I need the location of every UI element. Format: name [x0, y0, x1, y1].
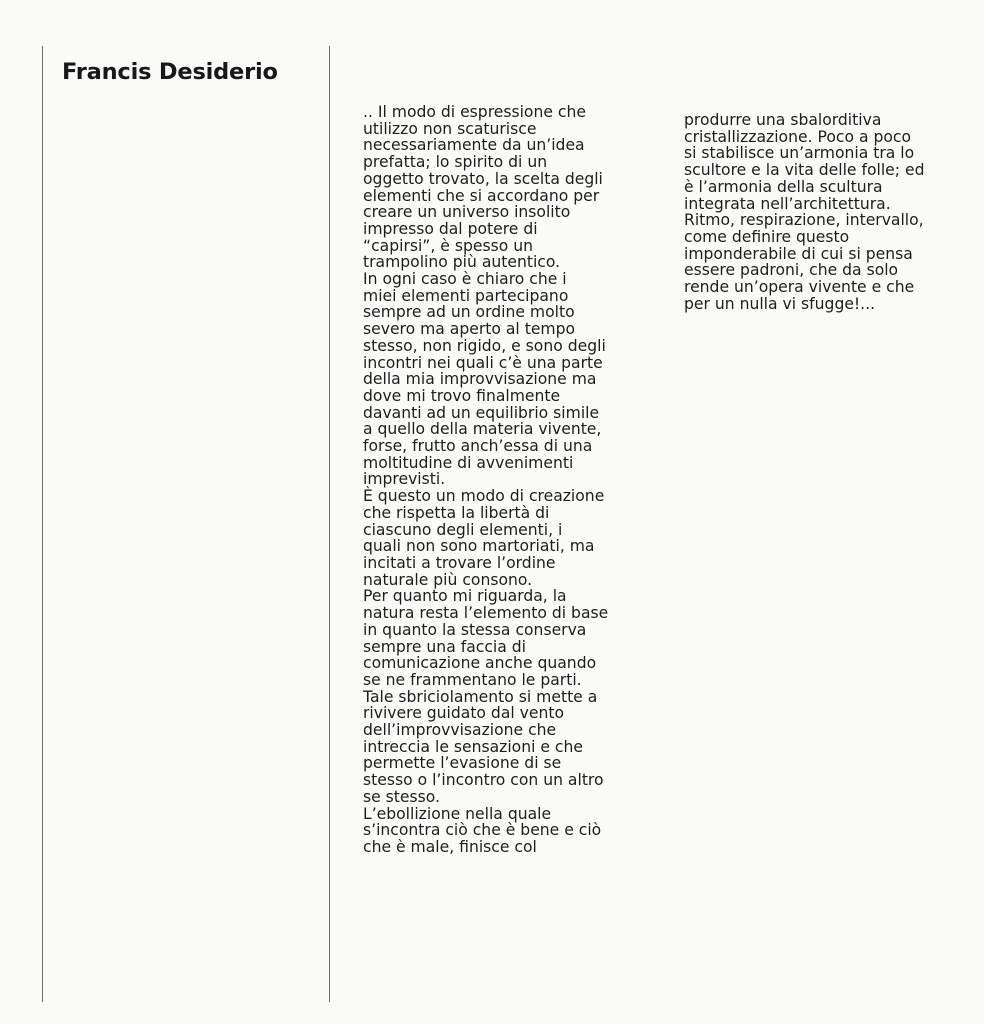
- text-line: necessariamente da un’idea: [363, 136, 585, 155]
- text-line: In ogni caso è chiaro che i: [363, 270, 567, 289]
- text-line: per un nulla vi sfugge!...: [684, 294, 876, 313]
- text-line: Ritmo, respirazione, intervallo,: [684, 211, 924, 230]
- text-line: trampolino più autentico.: [363, 253, 561, 272]
- text-line: cristallizzazione. Poco a poco: [684, 127, 912, 146]
- text-line: natura resta l’elemento di base: [363, 604, 609, 623]
- text-line: s’incontra ciò che è bene e ciò: [363, 821, 602, 840]
- text-line: dell’improvvisazione che: [363, 721, 557, 740]
- text-line: è l’armonia della scultura: [684, 177, 883, 196]
- text-line: stesso o l’incontro con un altro: [363, 771, 604, 790]
- text-line: intreccia le sensazioni e che: [363, 737, 583, 756]
- text-line: stesso, non rigido, e sono degli: [363, 336, 606, 355]
- text-line: Per quanto mi riguarda, la: [363, 587, 567, 606]
- text-line: se ne frammentano le parti.: [363, 670, 582, 689]
- text-line: scultore e la vita delle folle; ed: [684, 161, 925, 180]
- text-line: che rispetta la libertà di: [363, 503, 550, 522]
- text-line: della mia improvvisazione ma: [363, 370, 597, 389]
- text-line: quali non sono martoriati, ma: [363, 537, 595, 556]
- text-line: incontri nei quali c’è una parte: [363, 353, 603, 372]
- text-line: L’ebollizione nella quale: [363, 804, 552, 823]
- text-column-2: [684, 112, 974, 312]
- text-line: miei elementi partecipano: [363, 286, 569, 305]
- text-line: davanti ad un equilibrio simile: [363, 403, 600, 422]
- text-line: a quello della materia vivente,: [363, 420, 602, 439]
- text-line: elementi che si accordano per: [363, 186, 600, 205]
- center-vertical-rule: [329, 46, 330, 1002]
- text-line: essere padroni, che da solo: [684, 261, 899, 280]
- text-line: sempre una faccia di: [363, 637, 526, 656]
- text-line: .. Il modo di espressione che: [363, 103, 586, 121]
- text-line: forse, frutto anch’essa di una: [363, 437, 593, 456]
- text-line: naturale più consono.: [363, 570, 533, 589]
- text-line: imponderabile di cui si pensa: [684, 244, 913, 263]
- text-line: in quanto la stessa conserva: [363, 620, 587, 639]
- text-line: comunicazione anche quando: [363, 654, 597, 673]
- text-line: integrata nell’architettura.: [684, 194, 891, 213]
- text-line: sempre ad un ordine molto: [363, 303, 575, 322]
- text-line: “capirsi”, è spesso un: [363, 236, 533, 255]
- text-line: come definire questo: [684, 227, 850, 246]
- text-line: È questo un modo di creazione: [363, 487, 605, 506]
- left-vertical-rule: [42, 46, 43, 1002]
- text-line: Tale sbriciolamento si mette a: [363, 687, 598, 706]
- text-line: produrre una sbalorditiva: [684, 111, 882, 129]
- text-line: severo ma aperto al tempo: [363, 320, 576, 339]
- text-line: impresso dal potere di: [363, 219, 538, 238]
- text-column-1: [363, 104, 663, 856]
- text-line: incitati a trovare l’ordine: [363, 553, 556, 572]
- text-line: si stabilisce un’armonia tra lo: [684, 144, 915, 163]
- text-line: che è male, finisce col: [363, 837, 537, 856]
- text-line: ciascuno degli elementi, i: [363, 520, 563, 539]
- text-line: permette l’evasione di se: [363, 754, 562, 773]
- text-line: utilizzo non scaturisce: [363, 119, 537, 138]
- text-line: rende un’opera vivente e che: [684, 278, 915, 297]
- text-line: oggetto trovato, la scelta degli: [363, 169, 603, 188]
- text-line: rivivere guidato dal vento: [363, 704, 565, 723]
- text-line: creare un universo insolito: [363, 203, 571, 222]
- text-line: imprevisti.: [363, 470, 446, 489]
- text-line: se stesso.: [363, 787, 440, 806]
- text-line: moltitudine di avvenimenti: [363, 453, 574, 472]
- text-line: prefatta; lo spirito di un: [363, 153, 548, 172]
- author-name: Francis Desiderio: [62, 59, 278, 85]
- text-line: dove mi trovo finalmente: [363, 386, 561, 405]
